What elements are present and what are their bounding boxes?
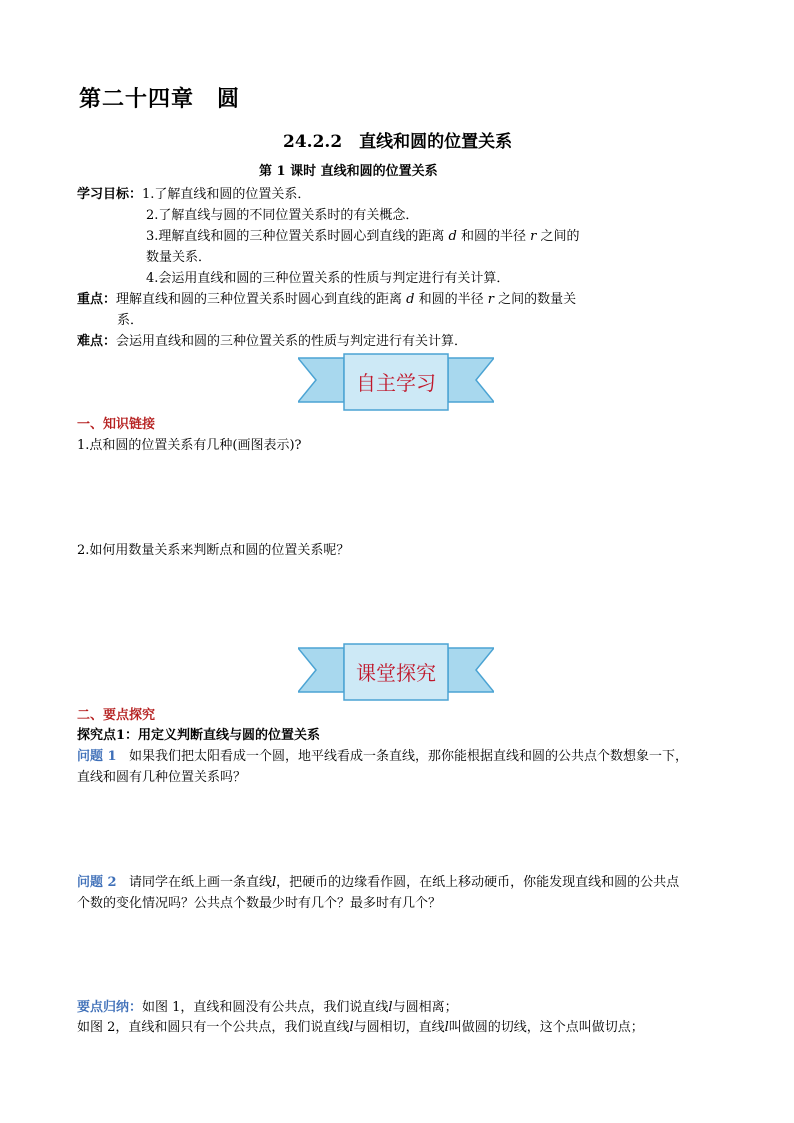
summary-2: 如图 2，直线和圆只有一个公共点，我们说直线l与圆相切，直线l叫做圆的切线，这个点叫做切点； bbox=[77, 1020, 644, 1035]
banner-self-study-label: 自主学习 bbox=[356, 371, 436, 395]
chapter-title: 第二十四章 圆 bbox=[79, 86, 241, 112]
banner-class-explore-label: 课堂探究 bbox=[356, 661, 436, 685]
objective-3: 3.理解直线和圆的三种位置关系时圆心到直线的距离 d 和圆的半径 r 之间的 bbox=[146, 229, 580, 244]
problem-1-cont: 直线和圆有几种位置关系吗？ bbox=[77, 770, 247, 785]
part1-question-2: 2.如何用数量关系来判断点和圆的位置关系呢？ bbox=[77, 543, 350, 558]
objective-2: 2.了解直线与圆的不同位置关系时的有关概念． bbox=[146, 208, 419, 223]
banner-self-study bbox=[298, 352, 494, 414]
banner-class-explore bbox=[298, 642, 494, 704]
problem-2-label: 问题 2 bbox=[77, 875, 117, 890]
summary-1: 要点归纳：如图 1，直线和圆没有公共点，我们说直线l与圆相离； bbox=[77, 1000, 458, 1015]
section-title: 24.2.2 直线和圆的位置关系 bbox=[283, 132, 513, 152]
problem-2-cont: 个数的变化情况吗？公共点个数最少时有几个？最多时有几个？ bbox=[77, 896, 442, 911]
objective-3-cont: 数量关系． bbox=[146, 250, 212, 265]
key-point-cont: 系． bbox=[117, 313, 144, 328]
part2-title: 二、要点探究 bbox=[77, 708, 156, 723]
lesson-title: 第 1 课时 直线和圆的位置关系 bbox=[259, 164, 438, 179]
part1-title: 一、知识链接 bbox=[77, 417, 156, 432]
explore-point-1: 探究点1：用定义判断直线与圆的位置关系 bbox=[77, 728, 321, 743]
key-point: 重点：理解直线和圆的三种位置关系时圆心到直线的距离 d 和圆的半径 r 之间的数量关 bbox=[77, 292, 577, 307]
objective-1: 学习目标：1.了解直线和圆的位置关系． bbox=[77, 187, 311, 202]
objective-4: 4.会运用直线和圆的三种位置关系的性质与判定进行有关计算． bbox=[146, 271, 510, 286]
difficulty: 难点：会运用直线和圆的三种位置关系的性质与判定进行有关计算． bbox=[77, 334, 468, 349]
part1-question-1: 1.点和圆的位置关系有几种(画图表示)? bbox=[77, 438, 302, 453]
objectives-label: 学习目标： bbox=[77, 187, 143, 202]
problem-1-label: 问题 1 bbox=[77, 749, 117, 764]
problem-1: 问题 1 如果我们把太阳看成一个圆，地平线看成一条直线，那你能根据直线和圆的公共点个数想象一下， bbox=[77, 749, 688, 764]
problem-2: 问题 2 请同学在纸上画一条直线l，把硬币的边缘看作圆，在纸上移动硬币，你能发现直线和圆的公共点 bbox=[77, 875, 680, 890]
summary-label: 要点归纳： bbox=[77, 1000, 143, 1015]
